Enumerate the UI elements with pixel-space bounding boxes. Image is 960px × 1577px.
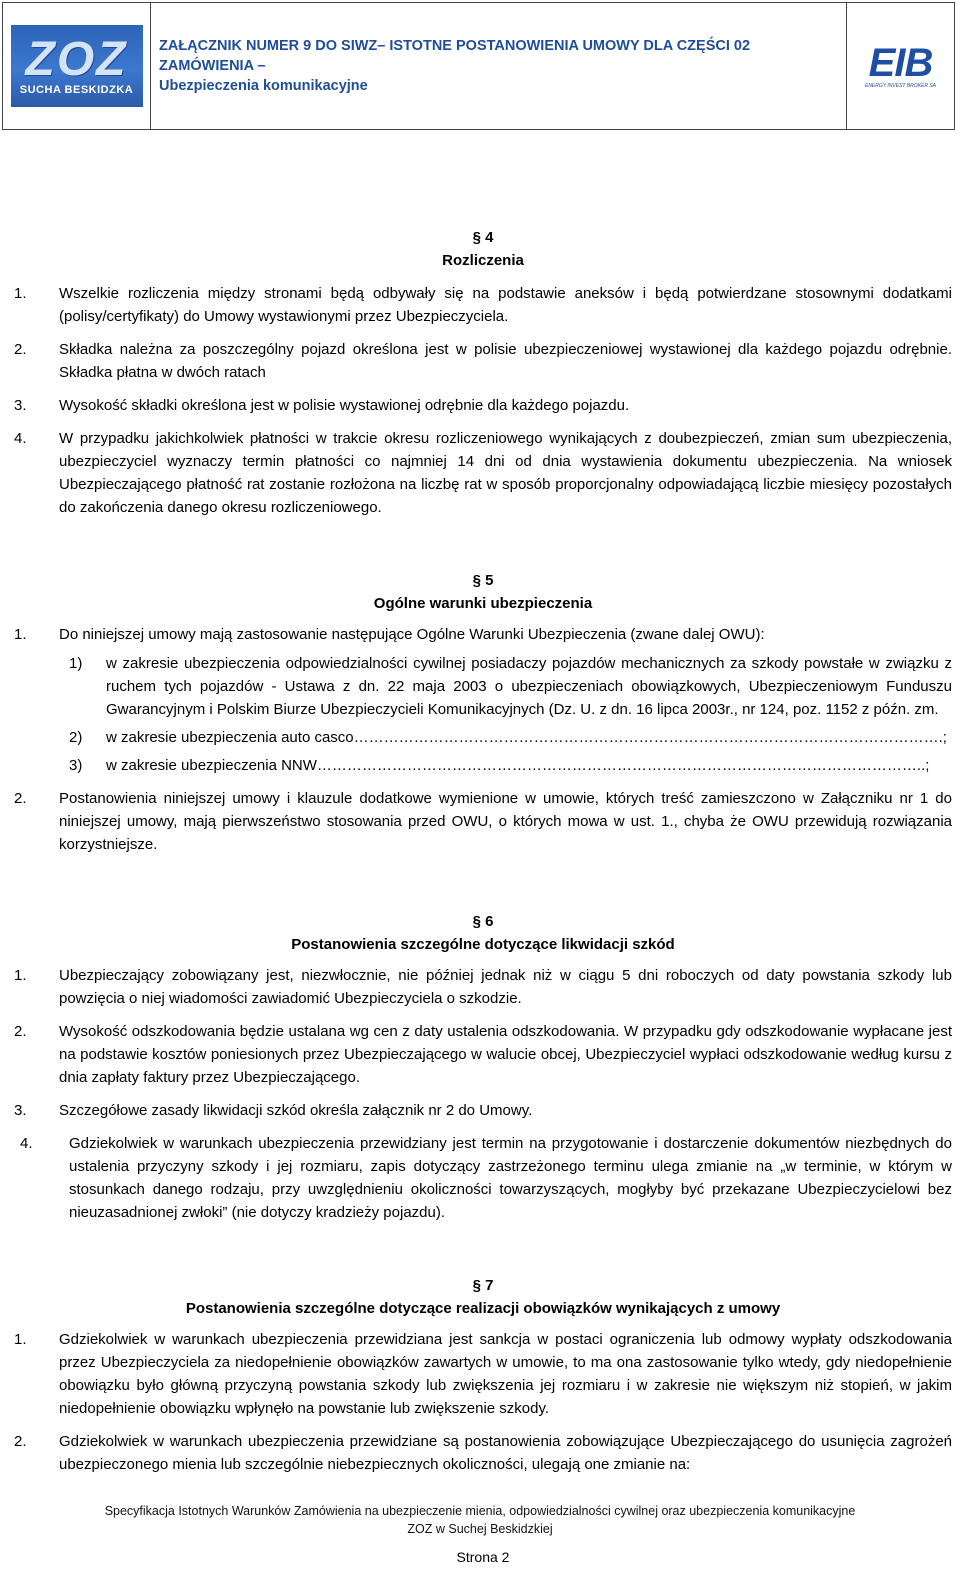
zoz-logo-text: ZOZ: [25, 33, 128, 86]
document-footer: [0, 1502, 960, 1538]
list-item: 3. Szczegółowe zasady likwidacji szkód określa załącznik nr 2 do Umowy.: [14, 1102, 533, 1119]
header-broker-logo-cell: [847, 3, 954, 129]
document-header: [2, 2, 955, 130]
list-item: 4. Gdziekolwiek w warunkach ubezpieczenia przewidziany jest termin na przygotowanie i dostarczenie dokumentów niezbędnych do ustalenia przyczyny szkody i jej rozmiaru, zapis dotyczący zastrzeżonego terminu ulega zmianie na „w terminie, w którym w stosunkach danego rodzaju, przy uwzględnieniu okoliczności towarzyszących, mogłyby być przekazane Ubezpieczycielowi bez nieuzasadnionej zwłoki” (nie dotyczy kradzieży pojazdu).: [20, 1135, 952, 1221]
section-4: [14, 226, 952, 519]
header-title-line1: ZAŁĄCZNIK NUMER 9 DO SIWZ– ISTOTNE POSTANOWIENIA UMOWY DLA CZĘŚCI 02 ZAMÓWIENIA –: [159, 38, 751, 74]
list-item: 1. Gdziekolwiek w warunkach ubezpieczenia przewidziana jest sankcja w postaci ograniczenia lub odmowy wypłaty odszkodowania przez Ubezpieczyciela za niedopełnienie obowiązków zawartych w umowie, to ma ona zastosowanie tylko wtedy, gdy niedopełnienie obowiązku było główną przyczyną powstania szkody lub zwiększenia jej rozmiaru i w zakresie nie większym niż stopień, w jakim niedopełnienie obowiązku wpłynęło na powstanie lub zwiększenie szkody.: [14, 1331, 952, 1417]
section-number: § 6: [472, 913, 494, 930]
list-item: 2. Składka należna za poszczególny pojazd określona jest w polisie ubezpieczeniowej wystawionej dla każdego pojazdu odrębnie. Składka płatna w dwóch ratach: [14, 341, 952, 381]
header-title-line2: Ubezpieczenia komunikacyjne: [159, 78, 368, 94]
section-6: [14, 910, 952, 1224]
header-logo-cell: [3, 3, 151, 129]
section-title: Postanowienia szczególne dotyczące likwidacji szkód: [291, 936, 675, 953]
eib-logo-tagline: ENERGY INVEST BROKER SA: [864, 83, 937, 89]
footer-line1: Specyfikacja Istotnych Warunków Zamówienia na ubezpieczenie mienia, odpowiedzialności cywilnej oraz ubezpieczenia komunikacyjne: [104, 1504, 856, 1518]
header-title: [159, 36, 846, 96]
list-item: 3. Wysokość składki określona jest w polisie wystawionej odrębnie dla każdego pojazdu.: [14, 397, 630, 414]
section-number: § 7: [472, 1277, 494, 1294]
list-item: 2. Wysokość odszkodowania będzie ustalana wg cen z daty ustalenia odszkodowania. W przypadku gdy odszkodowanie wypłacane jest na podstawie kosztów poniesionych przez Ubezpieczającego w walucie obcej, Ubezpieczyciel wypłaci odszkodowanie według kursu z dnia zapłaty faktury przez Ubezpieczającego.: [14, 1023, 952, 1086]
eib-logo: [860, 43, 942, 89]
page-number: Strona 2: [456, 1549, 510, 1565]
list-item: 2. Gdziekolwiek w warunkach ubezpieczenia przewidziane są postanowienia zobowiązujące Ubezpieczającego do usunięcia zagrożeń ubezpieczonego mienia lub szczególnie niebezpiecznych okoliczności, ulegają one zmianie na:: [14, 1433, 952, 1473]
document-body: [14, 226, 952, 1476]
list-item: 1. Wszelkie rozliczenia między stronami będą odbywały się na podstawie aneksów i będą potwierdzane stosownymi dodatkami (polisy/certyfikaty) do Umowy wystawionymi przez Ubezpieczyciela.: [14, 285, 952, 325]
section-7: [14, 1274, 952, 1476]
section-number: § 4: [472, 229, 494, 246]
section-title: Postanowienia szczególne dotyczące realizacji obowiązków wynikających z umowy: [185, 1300, 781, 1317]
section-title: Rozliczenia: [442, 252, 524, 269]
section-number: § 5: [472, 572, 494, 589]
list-item: 4. W przypadku jakichkolwiek płatności w trakcie okresu rozliczeniowego wynikających z doubezpieczeń, zmian sum ubezpieczenia, ubezpieczyciel wyznaczy termin płatności co najmniej 14 dni od dnia wystawienia dokumentu ubezpieczenia. Na wniosek Ubezpieczającego płatność rat zostanie rozłożona na liczbę rat w sposób proporcjonalny odpowiadającą liczbie miesięcy pozostałych do zakończenia danego okresu rozliczeniowego.: [14, 430, 952, 516]
list-item: 1. Ubezpieczający zobowiązany jest, niezwłocznie, nie później jednak niż w ciągu 5 dni roboczych od daty powstania szkody lub powzięcia o niej wiadomości zawiadomić Ubezpieczyciela o szkodzie.: [14, 967, 952, 1007]
zoz-logo-subtext: SUCHA BESKIDZKA: [19, 84, 134, 96]
zoz-logo: [11, 25, 143, 107]
header-title-cell: [151, 3, 847, 129]
eib-logo-text: EIB: [868, 41, 933, 85]
sub-list-item: 2) w zakresie ubezpieczenia auto casco……………………………………………………………………………………………………….;: [69, 729, 947, 746]
list-item: 2. Postanowienia niniejszej umowy i klauzule dodatkowe wymienione w umowie, których treść zamieszczono w Załączniku nr 1 do niniejszej umowy, mają pierwszeństwo stosowania przed OWU, o których mowa w ust. 1., chyba że OWU przewidują rozwiązania korzystniejsze.: [14, 790, 952, 853]
sub-list-item: 3) w zakresie ubezpieczenia NNW…………………………………………………………………………………………………………..;: [69, 757, 930, 774]
section-title: Ogólne warunki ubezpieczenia: [373, 595, 593, 612]
footer-line2: ZOZ w Suchej Beskidzkiej: [407, 1522, 553, 1536]
sub-list-item: 1) w zakresie ubezpieczenia odpowiedzialności cywilnej posiadaczy pojazdów mechanicznych za szkody powstałe w związku z ruchem tych pojazdów - Ustawa z dn. 22 maja 2003 o ubezpieczeniach obowiązkowych, Ubezpieczeniowym Funduszu Gwarancyjnym i Polskim Biurze Ubezpieczycieli Komunikacyjnych (Dz. U. z dn. 16 lipca 2003r., nr 124, poz. 1152 z późn. zm.: [69, 655, 952, 718]
list-item: 1. Do niniejszej umowy mają zastosowanie następujące Ogólne Warunki Ubezpieczenia (zwane dalej OWU):: [14, 626, 765, 643]
section-5: [14, 569, 952, 856]
